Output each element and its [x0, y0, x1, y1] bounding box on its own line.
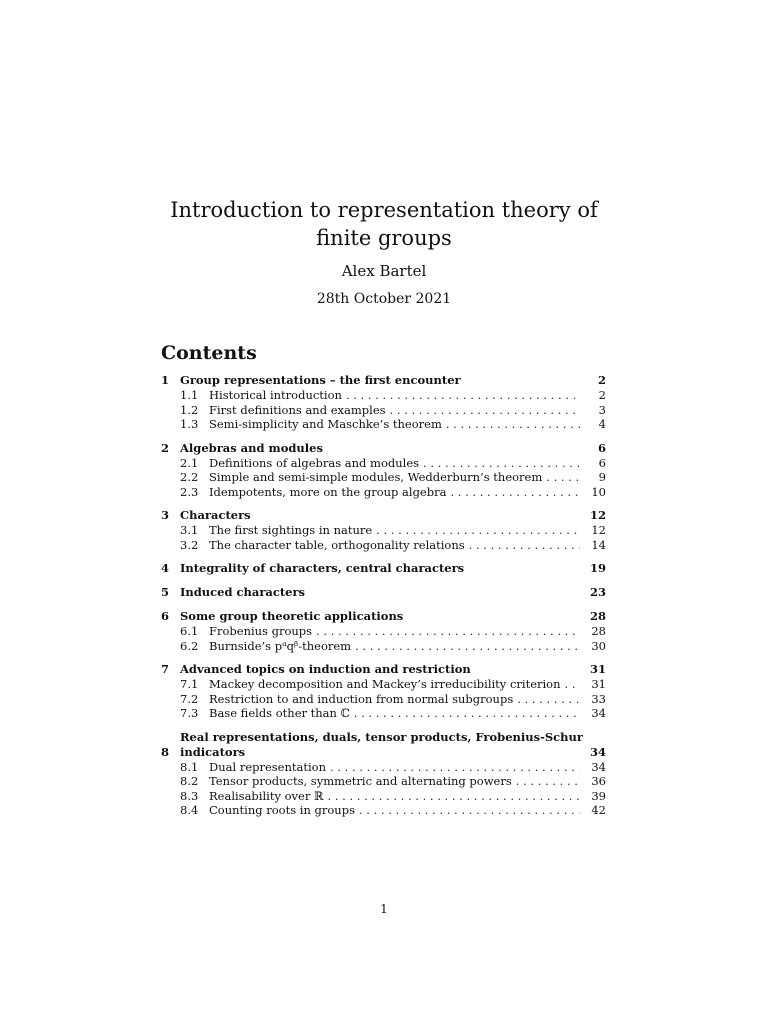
toc-chapter-row[interactable] — [161, 373, 606, 388]
toc-chapter — [161, 730, 606, 818]
chapter-number: 1 — [161, 373, 170, 387]
section-title: Base fields other than ℂ — [209, 706, 350, 720]
dot-leader — [423, 456, 580, 471]
section-title: The character table, orthogonality relations — [209, 537, 465, 552]
section-page-number: 10 — [591, 484, 606, 499]
section-title: Tensor products, symmetric and alternating powers — [209, 774, 512, 788]
section-title: Semi-simplicity and Maschke’s theorem — [209, 417, 442, 431]
section-page-number: 34 — [591, 706, 606, 720]
dot-leader — [517, 692, 580, 707]
author-name: Alex Bartel — [341, 262, 427, 280]
dot-leader — [376, 523, 580, 538]
chapter-number: 8 — [161, 744, 170, 759]
dot-leader — [390, 403, 580, 418]
toc-chapter-row[interactable] — [161, 585, 606, 600]
section-title: Idempotents, more on the group algebra — [209, 484, 447, 499]
chapter-page-number: 31 — [589, 662, 606, 676]
section-title: Definitions of algebras and modules — [209, 455, 420, 470]
section-number: 8.4 — [180, 803, 199, 817]
section-page-number: 9 — [598, 470, 606, 484]
dot-leader — [516, 774, 580, 789]
section-number: 8.1 — [180, 759, 199, 774]
chapter-title: Algebras and modules — [180, 440, 323, 455]
section-title: Restriction to and induction from normal subgroups — [209, 691, 514, 706]
dot-leader — [354, 706, 580, 721]
toc-section-row[interactable] — [161, 456, 606, 471]
toc-section-row[interactable] — [161, 760, 606, 775]
dot-leader — [359, 803, 580, 818]
section-page-number: 14 — [591, 537, 606, 552]
chapter-number: 3 — [161, 508, 170, 522]
section-number: 7.3 — [180, 706, 199, 720]
toc-section-row[interactable] — [161, 470, 606, 485]
section-title: Burnside’s pᵅqᵝ-theorem — [209, 638, 352, 653]
section-title: Historical introduction — [209, 388, 342, 402]
dot-leader — [346, 388, 580, 403]
chapter-page-number: 23 — [589, 585, 606, 599]
section-title: The first sightings in nature — [209, 523, 373, 537]
section-title: Dual representation — [209, 759, 327, 774]
section-number: 7.2 — [180, 691, 199, 706]
section-number: 3.2 — [180, 537, 199, 552]
chapter-number: 7 — [161, 662, 170, 676]
toc-section-row[interactable] — [161, 417, 606, 432]
dot-leader — [355, 639, 580, 654]
toc-section-row[interactable] — [161, 485, 606, 500]
chapter-number: 4 — [161, 561, 170, 575]
toc-chapter-row[interactable] — [161, 662, 606, 677]
toc-section-row[interactable] — [161, 774, 606, 789]
section-number: 6.1 — [180, 624, 199, 638]
toc-chapter — [161, 441, 606, 500]
section-title: Frobenius groups — [209, 624, 313, 638]
section-number: 6.2 — [180, 638, 199, 653]
section-number: 1.3 — [180, 417, 199, 431]
chapter-number: 2 — [161, 440, 170, 455]
toc-section-row[interactable] — [161, 677, 606, 692]
toc-chapter — [161, 561, 606, 576]
chapter-page-number: 6 — [597, 440, 606, 455]
section-title: Counting roots in groups — [209, 803, 355, 817]
toc-section-row[interactable] — [161, 639, 606, 654]
section-page-number: 34 — [591, 759, 606, 774]
dot-leader — [330, 760, 580, 775]
section-page-number: 28 — [591, 624, 606, 638]
dot-leader — [546, 470, 580, 485]
dot-leader — [328, 789, 580, 804]
section-title: First definitions and examples — [209, 402, 386, 417]
chapter-title: Group representations – the first encounter — [180, 373, 461, 387]
section-number: 1.2 — [180, 402, 199, 417]
section-page-number: 31 — [591, 677, 606, 691]
toc-section-row[interactable] — [161, 706, 606, 721]
section-number: 1.1 — [180, 388, 199, 402]
chapter-page-number: 34 — [589, 744, 606, 759]
chapter-page-number: 2 — [597, 373, 606, 387]
contents-heading: Contents — [161, 342, 257, 364]
toc-chapter-row[interactable] — [161, 730, 606, 760]
toc-section-row[interactable] — [161, 388, 606, 403]
chapter-page-number: 12 — [589, 508, 606, 522]
toc-chapter — [161, 609, 606, 653]
chapter-number: 5 — [161, 585, 170, 599]
section-page-number: 33 — [591, 691, 606, 706]
section-number: 2.2 — [180, 470, 199, 484]
section-page-number: 2 — [598, 388, 606, 402]
toc-section-row[interactable] — [161, 538, 606, 553]
dot-leader — [469, 538, 580, 553]
section-number: 8.2 — [180, 774, 199, 788]
section-page-number: 36 — [591, 774, 606, 788]
toc-section-row[interactable] — [161, 403, 606, 418]
toc-section-row[interactable] — [161, 523, 606, 538]
document-date: 28th October 2021 — [316, 291, 452, 307]
chapter-title: Integrality of characters, central characters — [180, 561, 465, 575]
chapter-title: Advanced topics on induction and restriction — [180, 662, 471, 676]
section-number: 7.1 — [180, 677, 199, 691]
toc-section-row[interactable] — [161, 789, 606, 804]
section-title: Mackey decomposition and Mackey’s irreducibility criterion — [209, 677, 561, 691]
section-title: Simple and semi-simple modules, Wedderburn’s theorem — [209, 470, 543, 484]
toc-chapter — [161, 508, 606, 552]
toc-chapter-row[interactable] — [161, 609, 606, 624]
section-page-number: 6 — [598, 455, 606, 470]
toc-chapter-row[interactable] — [161, 508, 606, 523]
chapter-title: Characters — [180, 508, 251, 522]
toc-chapter — [161, 585, 606, 600]
document-title: Introduction to representation theory of finite groups — [170, 198, 598, 250]
section-number: 8.3 — [180, 788, 199, 803]
section-page-number: 30 — [591, 638, 606, 653]
dot-leader — [450, 485, 580, 500]
toc-section-row[interactable] — [161, 803, 606, 818]
chapter-page-number: 19 — [589, 561, 606, 575]
section-page-number: 4 — [598, 417, 606, 431]
toc-section-row[interactable] — [161, 624, 606, 639]
chapter-number: 6 — [161, 609, 170, 623]
toc-chapter-row[interactable] — [161, 561, 606, 576]
chapter-title: Real representations, duals, tensor products, Frobenius-Schur indicators — [180, 729, 583, 759]
dot-leader — [565, 677, 580, 692]
section-page-number: 42 — [591, 803, 606, 817]
section-number: 3.1 — [180, 523, 199, 537]
section-title: Realisability over ℝ — [209, 788, 324, 803]
section-number: 2.1 — [180, 455, 199, 470]
toc-chapter — [161, 373, 606, 432]
dot-leader — [446, 417, 580, 432]
section-page-number: 3 — [598, 402, 606, 417]
toc-chapter-row[interactable] — [161, 441, 606, 456]
dot-leader — [316, 624, 580, 639]
toc-chapter — [161, 662, 606, 721]
chapter-title: Induced characters — [180, 585, 305, 599]
toc-section-row[interactable] — [161, 692, 606, 707]
section-number: 2.3 — [180, 484, 199, 499]
chapter-title: Some group theoretic applications — [180, 609, 404, 623]
table-of-contents — [161, 373, 606, 827]
section-page-number: 39 — [591, 788, 606, 803]
section-page-number: 12 — [591, 523, 606, 537]
page-number: 1 — [380, 902, 388, 916]
chapter-page-number: 28 — [589, 609, 606, 623]
